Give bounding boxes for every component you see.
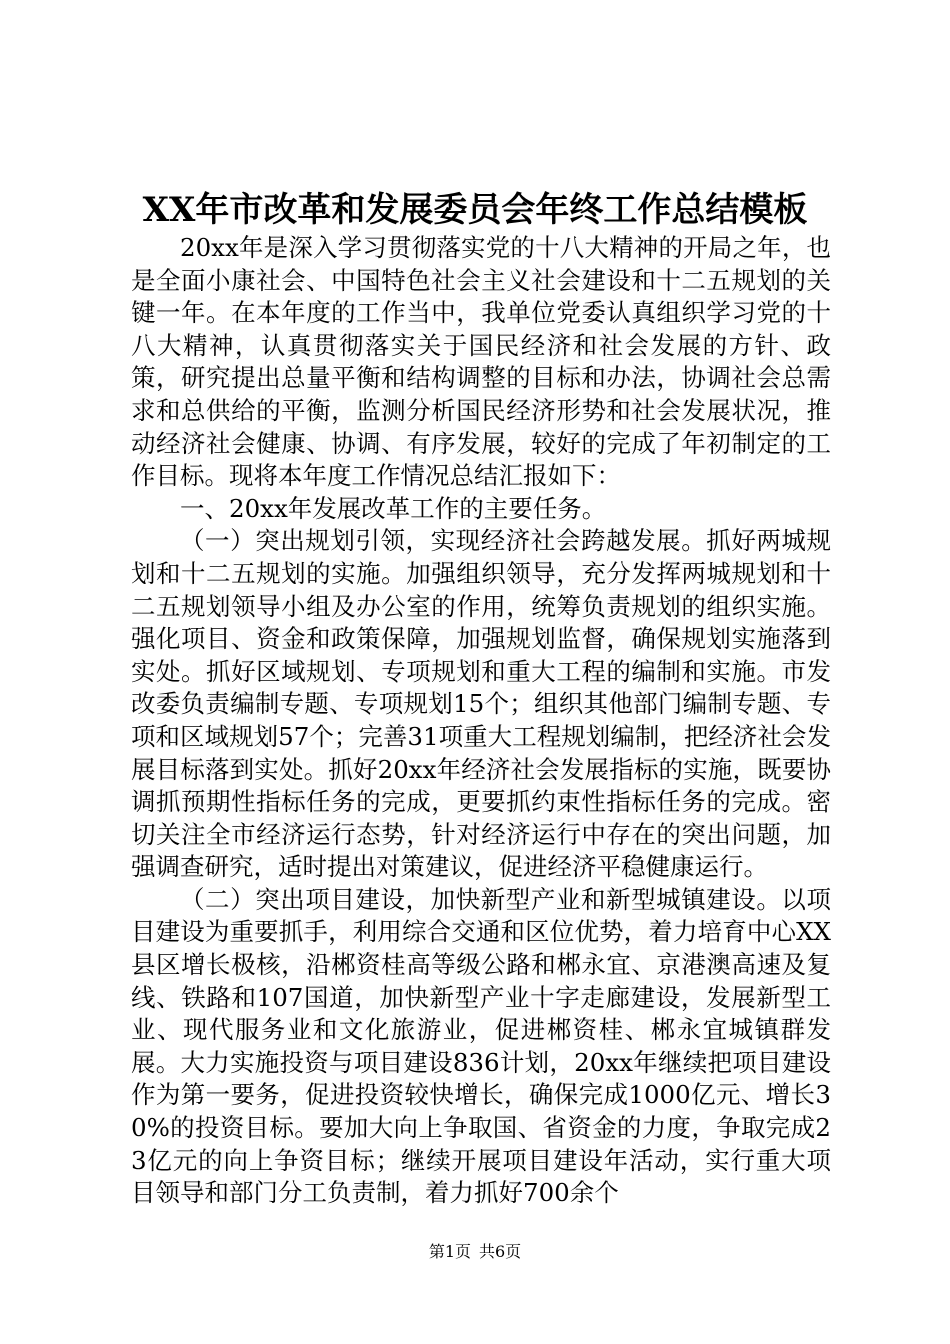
page-total: 共6页 [479,1242,522,1261]
paragraph-section-heading: 一、20xx年发展改革工作的主要任务。 [180,493,607,523]
document-body [131,232,831,1210]
document-title: XX年市改革和发展委员会年终工作总结模板 [142,190,808,230]
paragraph-item-1: （一）突出规划引领，实现经济社会跨越发展。抓好两城规划和十二五规划的实施。加强组织领导，充分发挥两城规划和十二五规划领导小组及办公室的作用，统筹负责规划的组织实施。强化项目、资金和政策保障，加强规划监督，确保规划实施落到实处。抓好区域规划、专项规划和重大工程的编制和实施。市发改委负责编制专题、专项规划15个；组织其他部门编制专题、专项和区域规划57个；完善31项重大工程规划编制，把经济社会发展目标落到实处。抓好20xx年经济社会发展指标的实施，既要协调抓预期性指标任务的完成，更要抓约束性指标任务的完成。密切关注全市经济运行态势，针对经济运行中存在的突出问题，加强调查研究，适时提出对策建议，促进经济平稳健康运行。 [131,526,831,882]
page-footer [0,1241,950,1263]
paragraph-intro: 20xx年是深入学习贯彻落实党的十八大精神的开局之年，也是全面小康社会、中国特色社会主义社会建设和十二五规划的关键一年。在本年度的工作当中，我单位党委认真组织学习党的十八大精神，认真贯彻落实关于国民经济和社会发展的方针、政策，研究提出总量平衡和结构调整的目标和办法，协调社会总需求和总供给的平衡，监测分析国民经济形势和社会发展状况，推动经济社会健康、协调、有序发展，较好的完成了年初制定的工作目标。现将本年度工作情况总结汇报如下： [131,233,831,491]
paragraph-item-2: （二）突出项目建设，加快新型产业和新型城镇建设。以项目建设为重要抓手，利用综合交通和区位优势，着力培育中心XX县区增长极核，沿郴资桂高等级公路和郴永宜、京港澳高速及复线、铁路和107国道，加快新型产业十字走廊建设，发展新型工业、现代服务业和文化旅游业，促进郴资桂、郴永宜城镇群发展。大力实施投资与项目建设836计划，20xx年继续把项目建设作为第一要务，促进投资较快增长，确保完成1000亿元、增长30%的投资目标。要加大向上争取国、省资金的力度，争取完成23亿元的向上争资目标；继续开展项目建设年活动，实行重大项目领导和部门分工负责制，着力抓好700余个 [131,884,831,1208]
page-number: 第1页 [428,1242,471,1261]
